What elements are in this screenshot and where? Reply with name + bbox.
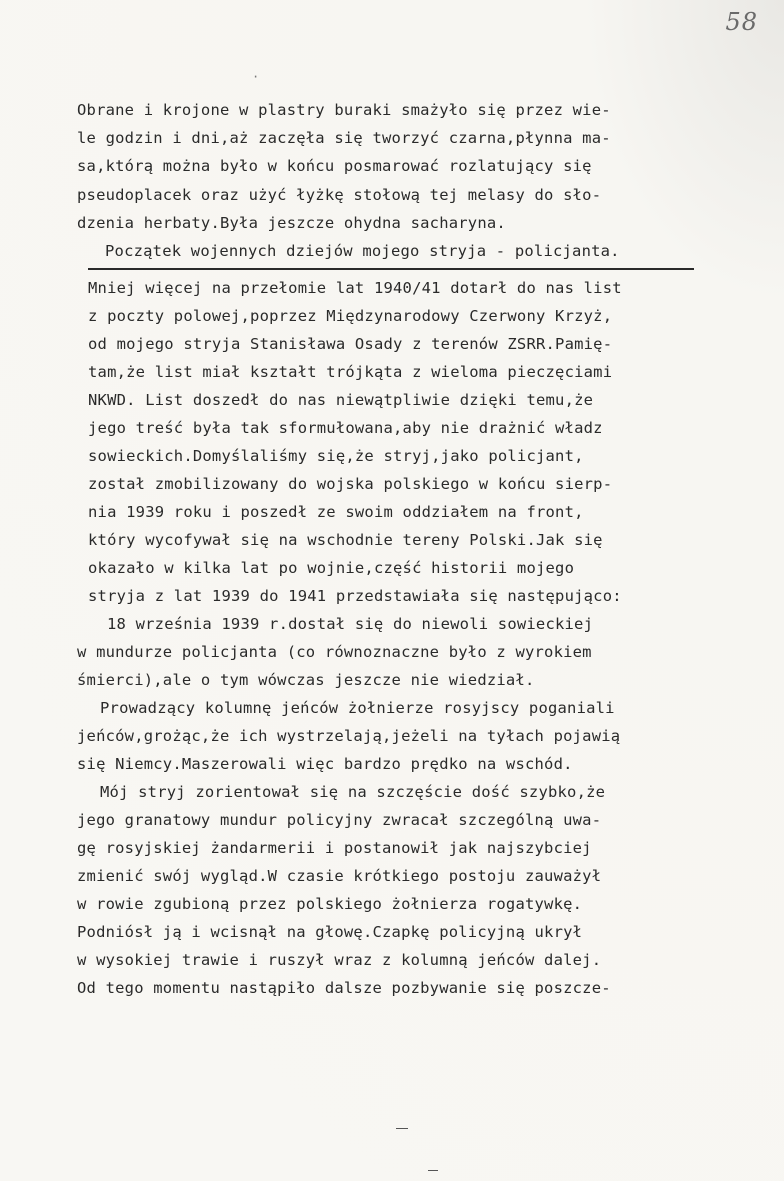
text-line: zmienić swój wygląd.W czasie krótkiego postoju zauważył	[77, 867, 602, 885]
text-line: sowieckich.Domyślaliśmy się,że stryj,jako policjant,	[88, 447, 584, 465]
text-line: pseudoplacek oraz użyć łyżkę stołową tej melasy do sło-	[77, 186, 602, 204]
ink-speck: ·	[252, 70, 260, 84]
text-line: od mojego stryja Stanisława Osady z terenów ZSRR.Pamię-	[88, 335, 613, 353]
text-line: stryja z lat 1939 do 1941 przedstawiała się następująco:	[88, 587, 622, 605]
text-line: został zmobilizowany do wojska polskiego w końcu sierp-	[88, 475, 613, 493]
text-line: le godzin i dni,aż zaczęła się tworzyć czarna,płynna ma-	[77, 129, 611, 147]
text-line: jego granatowy mundur policyjny zwracał szczególną uwa-	[77, 811, 602, 829]
text-line: sa,którą można było w końcu posmarować rozlatujący się	[77, 157, 592, 175]
text-line: w mundurze policjanta (co równoznaczne było z wyrokiem	[77, 643, 592, 661]
text-line: NKWD. List doszedł do nas niewątpliwie dzięki temu,że	[88, 391, 594, 409]
text-line: dzenia herbaty.Była jeszcze ohydna sacharyna.	[77, 214, 506, 232]
text-line: Od tego momentu nastąpiło dalsze pozbywanie się poszcze-	[77, 979, 611, 997]
text-line: okazało w kilka lat po wojnie,część historii mojego	[88, 559, 575, 577]
section-heading: Początek wojennych dziejów mojego stryja - policjanta.	[105, 242, 620, 260]
text-line: Mniej więcej na przełomie lat 1940/41 dotarł do nas list	[88, 279, 622, 297]
text-line: 18 września 1939 r.dostał się do niewoli sowieckiej	[107, 615, 594, 633]
heading-underline	[88, 268, 694, 270]
text-line: w wysokiej trawie i ruszył wraz z kolumną jeńców dalej.	[77, 951, 602, 969]
text-line: tam,że list miał kształt trójkąta z wieloma pieczęciami	[88, 363, 613, 381]
text-line: śmierci),ale o tym wówczas jeszcze nie wiedział.	[77, 671, 535, 689]
page-number: 58	[725, 8, 758, 36]
text-line: który wycofywał się na wschodnie tereny Polski.Jak się	[88, 531, 603, 549]
text-line: jeńców,grożąc,że ich wystrzelają,jeżeli na tyłach pojawią	[77, 727, 621, 745]
text-line: się Niemcy.Maszerowali więc bardzo prędko na wschód.	[77, 755, 573, 773]
text-line: Podniósł ją i wcisnął na głowę.Czapkę policyjną ukrył	[77, 923, 583, 941]
text-line: gę rosyjskiej żandarmerii i postanowił jak najszybciej	[77, 839, 592, 857]
text-line: Prowadzący kolumnę jeńców żołnierze rosyjscy poganiali	[100, 699, 615, 717]
text-line: Mój stryj zorientował się na szczęście dość szybko,że	[100, 783, 606, 801]
ink-mark	[428, 1170, 438, 1171]
ink-mark	[396, 1128, 408, 1129]
text-line: nia 1939 roku i poszedł ze swoim oddziałem na front,	[88, 503, 584, 521]
text-line: z poczty polowej,poprzez Międzynarodowy Czerwony Krzyż,	[88, 307, 613, 325]
text-line: jego treść była tak sformułowana,aby nie drażnić władz	[88, 419, 603, 437]
text-line: Obrane i krojone w plastry buraki smażyło się przez wie-	[77, 101, 611, 119]
text-line: w rowie zgubioną przez polskiego żołnierza rogatywkę.	[77, 895, 583, 913]
